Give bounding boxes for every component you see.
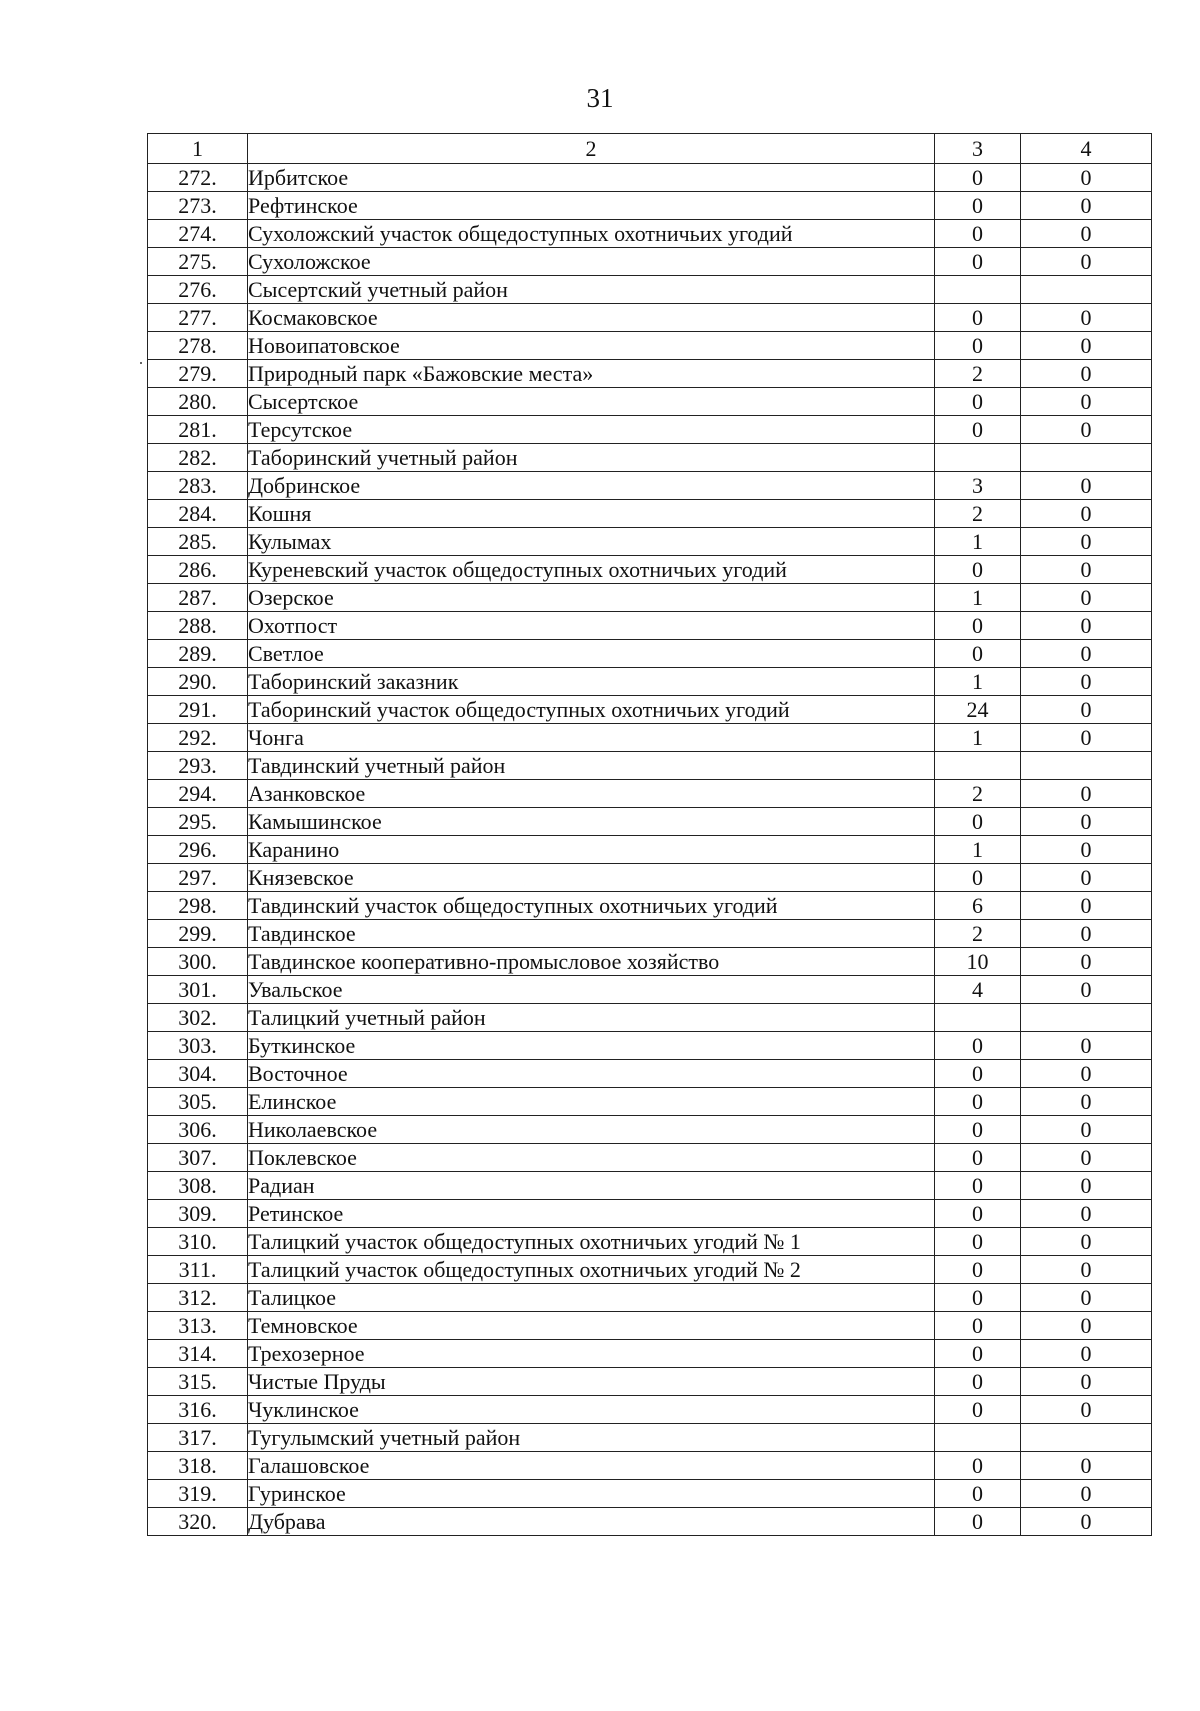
value-col-4: 0: [1021, 360, 1152, 388]
row-number: 314.: [148, 1340, 248, 1368]
area-name: Дубрава: [248, 1508, 935, 1536]
row-number: 287.: [148, 584, 248, 612]
value-col-3: 0: [935, 640, 1021, 668]
value-col-3: 3: [935, 472, 1021, 500]
table-row: [148, 836, 1152, 864]
value-col-4: 0: [1021, 1452, 1152, 1480]
value-col-4: 0: [1021, 1396, 1152, 1424]
area-name: Поклевское: [248, 1144, 935, 1172]
area-name: Восточное: [248, 1060, 935, 1088]
value-col-4: 0: [1021, 1060, 1152, 1088]
row-number: 316.: [148, 1396, 248, 1424]
page-number: 31: [586, 83, 614, 113]
value-col-3: 10: [935, 948, 1021, 976]
row-number: 283.: [148, 472, 248, 500]
value-col-4: 0: [1021, 1368, 1152, 1396]
area-name: Азанковское: [248, 780, 935, 808]
row-number: 276.: [148, 276, 248, 304]
area-name: Талицкий участок общедоступных охотничьих угодий № 1: [248, 1228, 935, 1256]
value-col-3: 0: [935, 556, 1021, 584]
table-row: [148, 1060, 1152, 1088]
value-col-4: 0: [1021, 1200, 1152, 1228]
column-header-4: 4: [1021, 134, 1152, 164]
value-col-3: 0: [935, 1480, 1021, 1508]
row-number: 278.: [148, 332, 248, 360]
area-name: Талицкий учетный район: [248, 1004, 935, 1032]
area-name: Трехозерное: [248, 1340, 935, 1368]
table-row: [148, 584, 1152, 612]
row-number: 291.: [148, 696, 248, 724]
value-col-4: 0: [1021, 1480, 1152, 1508]
table-row: [148, 1368, 1152, 1396]
row-number: 286.: [148, 556, 248, 584]
row-number: 274.: [148, 220, 248, 248]
value-col-3: 0: [935, 164, 1021, 192]
row-number: 309.: [148, 1200, 248, 1228]
area-name: Добринское: [248, 472, 935, 500]
value-col-3: [935, 752, 1021, 780]
value-col-3: 4: [935, 976, 1021, 1004]
row-number: 303.: [148, 1032, 248, 1060]
value-col-3: 1: [935, 836, 1021, 864]
area-name: Тавдинское кооперативно-промысловое хозяйство: [248, 948, 935, 976]
area-name: Природный парк «Бажовские места»: [248, 360, 935, 388]
table-row: [148, 220, 1152, 248]
area-name: Тугулымский учетный район: [248, 1424, 935, 1452]
value-col-4: 0: [1021, 1312, 1152, 1340]
table-row: [148, 668, 1152, 696]
value-col-4: 0: [1021, 780, 1152, 808]
value-col-3: 1: [935, 668, 1021, 696]
area-name: Рефтинское: [248, 192, 935, 220]
value-col-3: 0: [935, 1116, 1021, 1144]
value-col-3: 0: [935, 1508, 1021, 1536]
table-row: [148, 1032, 1152, 1060]
row-number: 320.: [148, 1508, 248, 1536]
row-number: 296.: [148, 836, 248, 864]
row-number: 318.: [148, 1452, 248, 1480]
table-row: [148, 696, 1152, 724]
table-row: [148, 1116, 1152, 1144]
value-col-3: 2: [935, 780, 1021, 808]
value-col-3: 0: [935, 1088, 1021, 1116]
area-name: Сысертское: [248, 388, 935, 416]
value-col-4: 0: [1021, 528, 1152, 556]
value-col-4: 0: [1021, 1228, 1152, 1256]
area-name: Буткинское: [248, 1032, 935, 1060]
area-name: Галашовское: [248, 1452, 935, 1480]
area-name: Темновское: [248, 1312, 935, 1340]
table-row: [148, 388, 1152, 416]
value-col-3: 0: [935, 220, 1021, 248]
row-number: 298.: [148, 892, 248, 920]
table-row: [148, 192, 1152, 220]
scan-speck: [140, 362, 142, 364]
value-col-3: 0: [935, 1452, 1021, 1480]
value-col-4: 0: [1021, 640, 1152, 668]
table-row: [148, 1452, 1152, 1480]
value-col-4: 0: [1021, 1284, 1152, 1312]
table-row: [148, 1508, 1152, 1536]
area-name: Светлое: [248, 640, 935, 668]
table-row: [148, 976, 1152, 1004]
table-body: [148, 164, 1152, 1536]
area-name: Озерское: [248, 584, 935, 612]
row-number: 284.: [148, 500, 248, 528]
table-row: [148, 360, 1152, 388]
table-row: [148, 920, 1152, 948]
value-col-4: 0: [1021, 192, 1152, 220]
table-row: [148, 1396, 1152, 1424]
table-row: [148, 444, 1152, 472]
value-col-3: 1: [935, 528, 1021, 556]
value-col-4: 0: [1021, 556, 1152, 584]
row-number: 290.: [148, 668, 248, 696]
value-col-4: 0: [1021, 612, 1152, 640]
value-col-4: 0: [1021, 696, 1152, 724]
area-name: Тавдинское: [248, 920, 935, 948]
area-name: Радиан: [248, 1172, 935, 1200]
value-col-4: 0: [1021, 1088, 1152, 1116]
table-row: [148, 724, 1152, 752]
area-name: Каранино: [248, 836, 935, 864]
value-col-4: 0: [1021, 948, 1152, 976]
value-col-4: 0: [1021, 332, 1152, 360]
value-col-3: 24: [935, 696, 1021, 724]
row-number: 317.: [148, 1424, 248, 1452]
value-col-3: 0: [935, 1200, 1021, 1228]
row-number: 308.: [148, 1172, 248, 1200]
value-col-3: 0: [935, 1396, 1021, 1424]
value-col-4: [1021, 444, 1152, 472]
row-number: 302.: [148, 1004, 248, 1032]
value-col-3: 0: [935, 388, 1021, 416]
row-number: 285.: [148, 528, 248, 556]
value-col-4: 0: [1021, 1340, 1152, 1368]
value-col-4: [1021, 276, 1152, 304]
row-number: 281.: [148, 416, 248, 444]
value-col-4: 0: [1021, 892, 1152, 920]
table-row: [148, 248, 1152, 276]
row-number: 272.: [148, 164, 248, 192]
area-name: Таборинский учетный район: [248, 444, 935, 472]
table-row: [148, 948, 1152, 976]
table-row: [148, 1228, 1152, 1256]
value-col-3: 0: [935, 1172, 1021, 1200]
table-row: [148, 332, 1152, 360]
value-col-4: 0: [1021, 388, 1152, 416]
value-col-3: 0: [935, 248, 1021, 276]
table-row: [148, 1256, 1152, 1284]
area-name: Чистые Пруды: [248, 1368, 935, 1396]
row-number: 300.: [148, 948, 248, 976]
row-number: 280.: [148, 388, 248, 416]
table-row: [148, 528, 1152, 556]
area-name: Куреневский участок общедоступных охотничьих угодий: [248, 556, 935, 584]
area-name: Камышинское: [248, 808, 935, 836]
value-col-4: 0: [1021, 1116, 1152, 1144]
area-name: Чонга: [248, 724, 935, 752]
value-col-3: 0: [935, 1060, 1021, 1088]
area-name: Терсутское: [248, 416, 935, 444]
value-col-3: 0: [935, 192, 1021, 220]
value-col-3: 0: [935, 1284, 1021, 1312]
value-col-4: 0: [1021, 248, 1152, 276]
row-number: 275.: [148, 248, 248, 276]
row-number: 306.: [148, 1116, 248, 1144]
area-name: Охотпост: [248, 612, 935, 640]
area-name: Сухоложский участок общедоступных охотничьих угодий: [248, 220, 935, 248]
area-name: Кошня: [248, 500, 935, 528]
table-row: [148, 1200, 1152, 1228]
table-row: [148, 1172, 1152, 1200]
table-row: [148, 1088, 1152, 1116]
row-number: 319.: [148, 1480, 248, 1508]
row-number: 289.: [148, 640, 248, 668]
column-header-1: 1: [148, 134, 248, 164]
value-col-3: 0: [935, 1340, 1021, 1368]
hunting-grounds-table: [147, 133, 1152, 1536]
value-col-4: 0: [1021, 668, 1152, 696]
value-col-4: 0: [1021, 920, 1152, 948]
area-name: Таборинский участок общедоступных охотничьих угодий: [248, 696, 935, 724]
area-name: Князевское: [248, 864, 935, 892]
table-row: [148, 1424, 1152, 1452]
value-col-3: 1: [935, 584, 1021, 612]
row-number: 301.: [148, 976, 248, 1004]
table-row: [148, 556, 1152, 584]
table-row: [148, 892, 1152, 920]
row-number: 295.: [148, 808, 248, 836]
value-col-3: 0: [935, 416, 1021, 444]
area-name: Тавдинский учетный район: [248, 752, 935, 780]
table-row: [148, 612, 1152, 640]
table-row: [148, 472, 1152, 500]
table-row: [148, 1312, 1152, 1340]
row-number: 307.: [148, 1144, 248, 1172]
value-col-4: 0: [1021, 864, 1152, 892]
value-col-4: 0: [1021, 808, 1152, 836]
table-row: [148, 416, 1152, 444]
row-number: 299.: [148, 920, 248, 948]
table-row: [148, 864, 1152, 892]
column-header-3: 3: [935, 134, 1021, 164]
row-number: 277.: [148, 304, 248, 332]
table-row: [148, 752, 1152, 780]
area-name: Сысертский учетный район: [248, 276, 935, 304]
value-col-3: 2: [935, 360, 1021, 388]
area-name: Чуклинское: [248, 1396, 935, 1424]
row-number: 297.: [148, 864, 248, 892]
table-row: [148, 808, 1152, 836]
row-number: 294.: [148, 780, 248, 808]
row-number: 282.: [148, 444, 248, 472]
value-col-4: 0: [1021, 584, 1152, 612]
row-number: 288.: [148, 612, 248, 640]
value-col-3: 0: [935, 332, 1021, 360]
value-col-3: 0: [935, 1368, 1021, 1396]
header-row: [148, 134, 1152, 164]
table-row: [148, 304, 1152, 332]
value-col-4: 0: [1021, 1508, 1152, 1536]
area-name: Тавдинский участок общедоступных охотничьих угодий: [248, 892, 935, 920]
area-name: Гуринское: [248, 1480, 935, 1508]
value-col-4: 0: [1021, 1144, 1152, 1172]
area-name: Николаевское: [248, 1116, 935, 1144]
value-col-4: [1021, 1424, 1152, 1452]
value-col-4: 0: [1021, 976, 1152, 1004]
value-col-3: 0: [935, 864, 1021, 892]
value-col-4: 0: [1021, 1256, 1152, 1284]
row-number: 312.: [148, 1284, 248, 1312]
area-name: Талицкий участок общедоступных охотничьих угодий № 2: [248, 1256, 935, 1284]
area-name: Новоипатовское: [248, 332, 935, 360]
table-row: [148, 500, 1152, 528]
value-col-3: 0: [935, 808, 1021, 836]
table-row: [148, 640, 1152, 668]
table-row: [148, 1284, 1152, 1312]
table-row: [148, 1004, 1152, 1032]
area-name: Кулымах: [248, 528, 935, 556]
row-number: 311.: [148, 1256, 248, 1284]
area-name: Ретинское: [248, 1200, 935, 1228]
value-col-3: 0: [935, 1144, 1021, 1172]
table-row: [148, 1480, 1152, 1508]
area-name: Увальское: [248, 976, 935, 1004]
value-col-4: 0: [1021, 220, 1152, 248]
value-col-4: 0: [1021, 836, 1152, 864]
value-col-3: [935, 444, 1021, 472]
column-header-2: 2: [248, 134, 935, 164]
value-col-4: 0: [1021, 304, 1152, 332]
value-col-4: 0: [1021, 1172, 1152, 1200]
row-number: 293.: [148, 752, 248, 780]
table-row: [148, 780, 1152, 808]
row-number: 305.: [148, 1088, 248, 1116]
row-number: 304.: [148, 1060, 248, 1088]
table-row: [148, 1144, 1152, 1172]
table-row: [148, 276, 1152, 304]
value-col-4: [1021, 1004, 1152, 1032]
value-col-4: 0: [1021, 500, 1152, 528]
value-col-3: 0: [935, 304, 1021, 332]
area-name: Талицкое: [248, 1284, 935, 1312]
row-number: 313.: [148, 1312, 248, 1340]
value-col-3: 0: [935, 612, 1021, 640]
value-col-3: 0: [935, 1032, 1021, 1060]
row-number: 310.: [148, 1228, 248, 1256]
value-col-3: 2: [935, 500, 1021, 528]
row-number: 315.: [148, 1368, 248, 1396]
row-number: 292.: [148, 724, 248, 752]
value-col-4: 0: [1021, 724, 1152, 752]
value-col-4: 0: [1021, 416, 1152, 444]
value-col-3: 1: [935, 724, 1021, 752]
row-number: 273.: [148, 192, 248, 220]
area-name: Сухоложское: [248, 248, 935, 276]
value-col-3: 6: [935, 892, 1021, 920]
value-col-4: 0: [1021, 164, 1152, 192]
area-name: Ирбитское: [248, 164, 935, 192]
value-col-3: 0: [935, 1312, 1021, 1340]
value-col-3: [935, 1424, 1021, 1452]
value-col-3: [935, 276, 1021, 304]
value-col-4: 0: [1021, 1032, 1152, 1060]
value-col-3: 2: [935, 920, 1021, 948]
area-name: Елинское: [248, 1088, 935, 1116]
value-col-4: [1021, 752, 1152, 780]
area-name: Таборинский заказник: [248, 668, 935, 696]
table-row: [148, 164, 1152, 192]
table-row: [148, 1340, 1152, 1368]
value-col-3: [935, 1004, 1021, 1032]
value-col-4: 0: [1021, 472, 1152, 500]
area-name: Космаковское: [248, 304, 935, 332]
value-col-3: 0: [935, 1228, 1021, 1256]
row-number: 279.: [148, 360, 248, 388]
value-col-3: 0: [935, 1256, 1021, 1284]
